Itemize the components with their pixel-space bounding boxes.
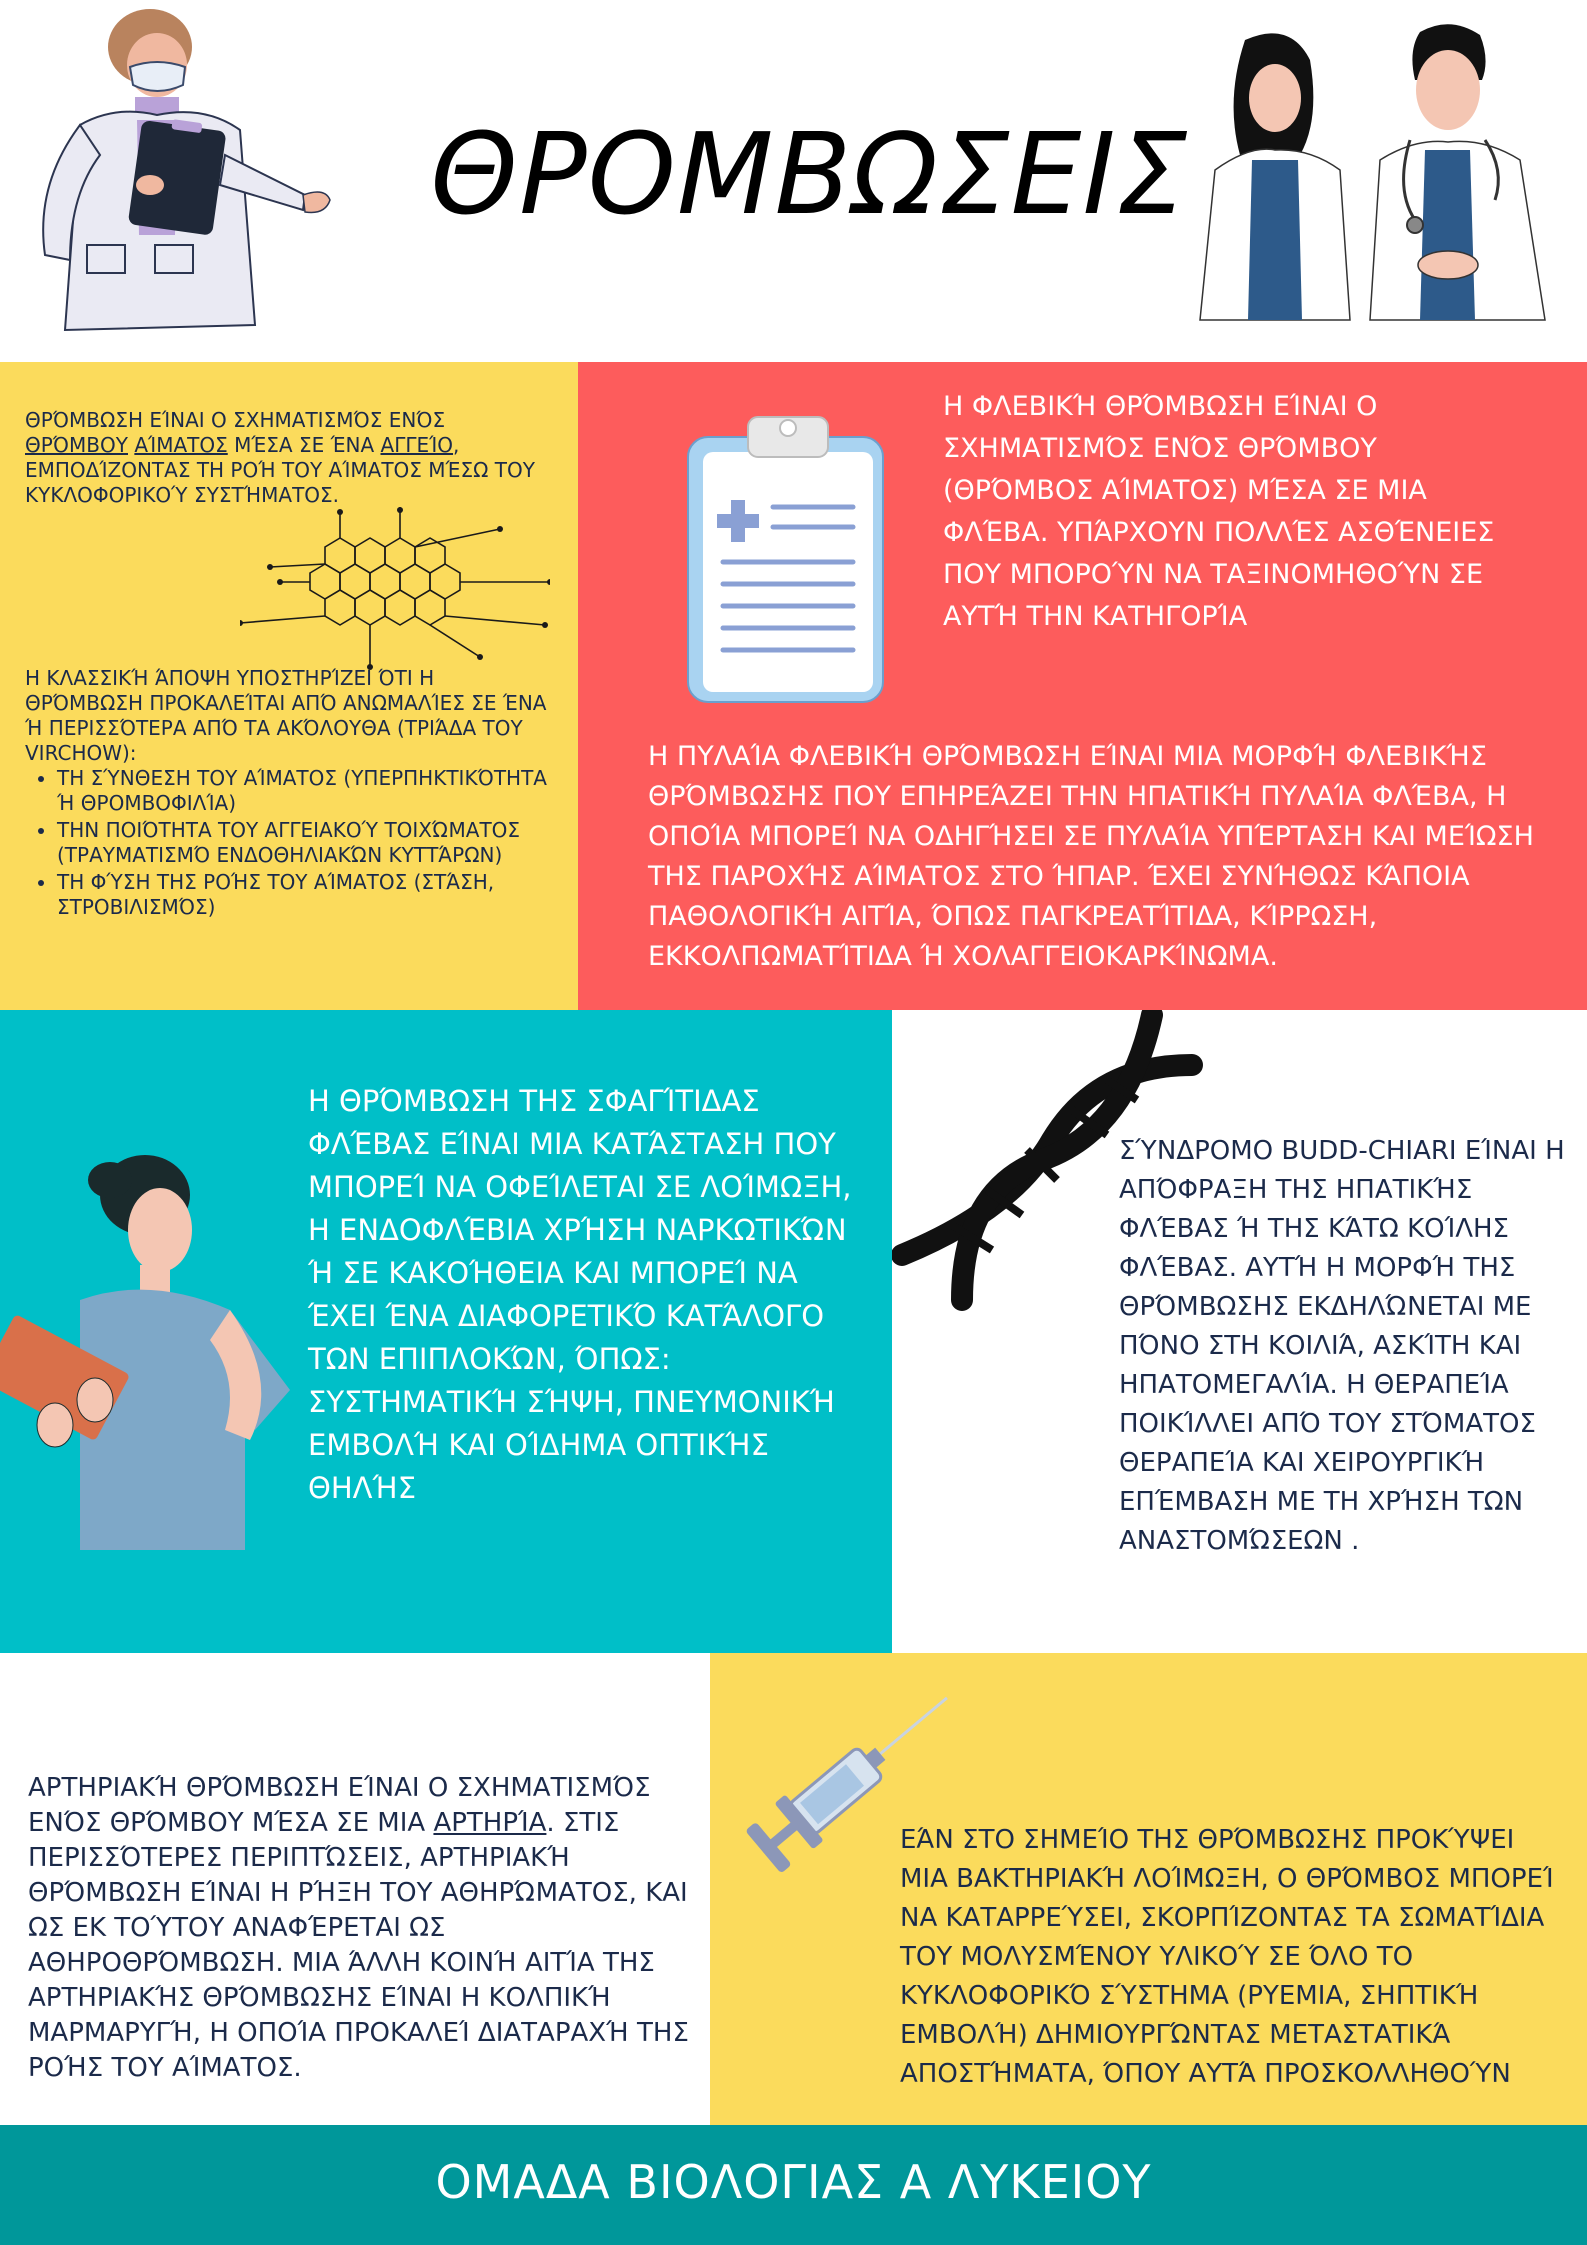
definition-part1: ΘΡΌΜΒΩΣΗ ΕΊΝΑΙ Ο ΣΧΗΜΑΤΙΣΜΌΣ ΕΝΌΣ	[25, 408, 446, 432]
footer	[0, 2125, 1587, 2245]
definition-part3: , ΕΜΠΟΔΊΖΟΝΤΑΣ ΤΗ ΡΟΉ ΤΟΥ ΑΊΜΑΤΟΣ ΜΈΣΩ ΤΟΥ ΚΥΚΛΟΦΟΡΙΚΟΎ ΣΥΣΤΉΜΑΤΟΣ.	[25, 433, 535, 507]
virchow-intro: Η ΚΛΑΣΣΙΚΉ ΆΠΟΨΗ ΥΠΟΣΤΗΡΊΖΕΙ ΌΤΙ Η ΘΡΌΜΒΩΣΗ ΠΡΟΚΑΛΕΊΤΑΙ ΑΠΌ ΑΝΩΜΑΛΊΕΣ ΣΕ ΈΝΑ Ή ΠΕΡΙΣΣΌΤΕΡΑ ΑΠΌ ΤΑ ΑΚΌΛΟΥΘΑ (ΤΡΙΆΔΑ ΤΟΥ VIRCHOW):	[25, 666, 547, 765]
definition-panel	[0, 362, 578, 1010]
vessel-link[interactable]: ΑΓΓΕΊΟ	[380, 433, 454, 457]
list-item: • ΤΗ ΦΎΣΗ ΤΗΣ ΡΟΉΣ ΤΟΥ ΑΊΜΑΤΟΣ (ΣΤΆΣΗ, ΣΤΡΟΒΙΛΙΣΜΌΣ)	[57, 870, 555, 920]
list-item: • ΤΗ ΣΎΝΘΕΣΗ ΤΟΥ ΑΊΜΑΤΟΣ (ΥΠΕΡΠΗΚΤΙΚΌΤΗΤΑ Ή ΘΡΟΜΒΟΦΙΛΊΑ)	[57, 766, 555, 816]
virchow-section	[25, 666, 555, 922]
header	[0, 0, 1587, 362]
footer-title: ΟΜΑΔΑ ΒΙΟΛΟΓΙΑΣ Α ΛΥΚΕΙΟΥ	[435, 2155, 1152, 2209]
hexagon-network-icon	[240, 507, 550, 672]
medical-clipboard-icon	[683, 412, 893, 707]
venous-text: Η ΦΛΕΒΙΚΉ ΘΡΌΜΒΩΣΗ ΕΊΝΑΙ Ο ΣΧΗΜΑΤΙΣΜΌΣ ΕΝΌΣ ΘΡΌΜΒΟΥ (ΘΡΌΜΒΟΣ ΑΊΜΑΤΟΣ) ΜΈΣΑ ΣΕ ΜΙΑ ΦΛΈΒΑ. ΥΠΆΡΧΟΥΝ ΠΟΛΛΈΣ ΑΣΘΈΝΕΙΕΣ ΠΟΥ ΜΠΟΡΟΎΝ ΝΑ ΤΑΞΙΝΟΜΗΘΟΎΝ ΣΕ ΑΥΤΉ ΤΗΝ ΚΑΤΗΓΟΡΊΑ	[943, 391, 1495, 632]
virchow-list	[25, 766, 555, 920]
two-doctors-icon	[1190, 20, 1570, 325]
thrombus-link[interactable]: ΘΡΌΜΒΟΥ	[25, 433, 128, 457]
nurse-with-tablet-icon	[0, 1150, 290, 1550]
list-item: • ΤΗΝ ΠΟΙΌΤΗΤΑ ΤΟΥ ΑΓΓΕΙΑΚΟΎ ΤΟΙΧΏΜΑΤΟΣ (ΤΡΑΥΜΑΤΙΣΜΌ ΕΝΔΟΘΗΛΙΑΚΏΝ ΚΥΤΤΆΡΩΝ)	[57, 818, 555, 868]
definition-part2: ΜΈΣΑ ΣΕ ΈΝΑ	[227, 433, 381, 457]
budd-chiari-text: ΣΎΝΔΡΟΜΟ BUDD-CHIARI ΕΊΝΑΙ Η ΑΠΌΦΡΑΞΗ ΤΗΣ ΗΠΑΤΙΚΉΣ ΦΛΈΒΑΣ Ή ΤΗΣ ΚΆΤΩ ΚΟΊΛΗΣ ΦΛΈΒΑΣ. ΑΥΤΉ Η ΜΟΡΦΉ ΤΗΣ ΘΡΌΜΒΩΣΗΣ ΕΚΔΗΛΏΝΕΤΑΙ ΜΕ ΠΌΝΟ ΣΤΗ ΚΟΙΛΙΆ, ΑΣΚΊΤΗ ΚΑΙ ΗΠΑΤΟΜΕΓΑΛΊΑ. Η ΘΕΡΑΠΕΊΑ ΠΟΙΚΊΛΛΕΙ ΑΠΌ ΤΟΥ ΣΤΌΜΑΤΟΣ ΘΕΡΑΠΕΊΑ ΚΑΙ ΧΕΙΡΟΥΡΓΙΚΉ ΕΠΈΜΒΑΣΗ ΜΕ ΤΗ ΧΡΉΣΗ ΤΩΝ ΑΝΑΣΤΟΜΏΣΕΩΝ .	[1119, 1136, 1565, 1556]
budd-chiari-panel	[892, 1010, 1587, 1653]
artery-link[interactable]: ΑΡΤΗΡΊΑ	[433, 1808, 547, 1838]
arterial-part1: ΑΡΤΗΡΙΑΚΉ ΘΡΌΜΒΩΣΗ ΕΊΝΑΙ Ο ΣΧΗΜΑΤΙΣΜΌΣ ΕΝΌΣ ΘΡΌΜΒΟΥ ΜΈΣΑ ΣΕ ΜΙΑ	[28, 1773, 651, 1838]
portal-text: Η ΠΥΛΑΊΑ ΦΛΕΒΙΚΉ ΘΡΌΜΒΩΣΗ ΕΊΝΑΙ ΜΙΑ ΜΟΡΦΉ ΦΛΕΒΙΚΉΣ ΘΡΌΜΒΩΣΗΣ ΠΟΥ ΕΠΗΡΕΆΖΕΙ ΤΗΝ ΗΠΑΤΙΚΉ ΠΥΛΑΊΑ ΦΛΈΒΑ, Η ΟΠΟΊΑ ΜΠΟΡΕΊ ΝΑ ΟΔΗΓΉΣΕΙ ΣΕ ΠΥΛΑΊΑ ΥΠΈΡΤΑΣΗ ΚΑΙ ΜΕΊΩΣΗ ΤΗΣ ΠΑΡΟΧΉΣ ΑΊΜΑΤΟΣ ΣΤΟ ΉΠΑΡ. ΈΧΕΙ ΣΥΝΉΘΩΣ ΚΆΠΟΙΑ ΠΑΘΟΛΟΓΙΚΉ ΑΙΤΊΑ, ΌΠΩΣ ΠΑΓΚΡΕΑΤΊΤΙΔΑ, ΚΊΡΡΩΣΗ, ΕΚΚΟΛΠΩΜΑΤΊΤΙΔΑ Ή ΧΟΛΑΓΓΕΙΟΚΑΡΚΊΝΩΜΑ.	[648, 741, 1534, 972]
jugular-panel	[0, 1010, 892, 1653]
blood-link[interactable]: ΑΊΜΑΤΟΣ	[134, 433, 228, 457]
venous-panel	[578, 362, 1587, 1010]
arterial-text	[28, 1771, 698, 2086]
definition-text	[25, 408, 545, 508]
jugular-text: Η ΘΡΌΜΒΩΣΗ ΤΗΣ ΣΦΑΓΊΤΙΔΑΣ ΦΛΈΒΑΣ ΕΊΝΑΙ ΜΙΑ ΚΑΤΆΣΤΑΣΗ ΠΟΥ ΜΠΟΡΕΊ ΝΑ ΟΦΕΊΛΕΤΑΙ ΣΕ ΛΟΊΜΩΞΗ, Η ΕΝΔΟΦΛΈΒΙΑ ΧΡΉΣΗ ΝΑΡΚΩΤΙΚΏΝ Ή ΣΕ ΚΑΚΟΉΘΕΙΑ ΚΑΙ ΜΠΟΡΕΊ ΝΑ ΈΧΕΙ ΈΝΑ ΔΙΑΦΟΡΕΤΙΚΌ ΚΑΤΆΛΟΓΟ ΤΩΝ ΕΠΙΠΛΟΚΏΝ, ΌΠΩΣ: ΣΥΣΤΗΜΑΤΙΚΉ ΣΉΨΗ, ΠΝΕΥΜΟΝΙΚΉ ΕΜΒΟΛΉ ΚΑΙ ΟΊΔΗΜΑ ΟΠΤΙΚΉΣ ΘΗΛΉΣ	[308, 1084, 852, 1505]
doctor-with-clipboard-icon	[25, 5, 335, 335]
infection-panel	[710, 1653, 1587, 2125]
arterial-part2: . ΣΤΙΣ ΠΕΡΙΣΣΌΤΕΡΕΣ ΠΕΡΙΠΤΏΣΕΙΣ, ΑΡΤΗΡΙΑΚΉ ΘΡΌΜΒΩΣΗ ΕΊΝΑΙ Η ΡΉΞΗ ΤΟΥ ΑΘΗΡΏΜΑΤΟΣ, ΚΑΙ ΩΣ ΕΚ ΤΟΎΤΟΥ ΑΝΑΦΈΡΕΤΑΙ ΩΣ ΑΘΗΡΟΘΡΌΜΒΩΣΗ. ΜΙΑ ΆΛΛΗ ΚΟΙΝΉ ΑΙΤΊΑ ΤΗΣ ΑΡΤΗΡΙΑΚΉΣ ΘΡΌΜΒΩΣΗΣ ΕΊΝΑΙ Η ΚΟΛΠΙΚΉ ΜΑΡΜΑΡΥΓΉ, Η ΟΠΟΊΑ ΠΡΟΚΑΛΕΊ ΔΙΑΤΑΡΑΧΉ ΤΗΣ ΡΟΉΣ ΤΟΥ ΑΊΜΑΤΟΣ.	[28, 1808, 689, 2083]
page-title: ΘΡΟΜΒΩΣΕΙΣ	[430, 110, 1189, 240]
infection-text: ΕΆΝ ΣΤΟ ΣΗΜΕΊΟ ΤΗΣ ΘΡΌΜΒΩΣΗΣ ΠΡΟΚΎΨΕΙ ΜΙΑ ΒΑΚΤΗΡΙΑΚΉ ΛΟΊΜΩΞΗ, Ο ΘΡΌΜΒΟΣ ΜΠΟΡΕΊ ΝΑ ΚΑΤΑΡΡΕΎΣΕΙ, ΣΚΟΡΠΊΖΟΝΤΑΣ ΤΑ ΣΩΜΑΤΊΔΙΑ ΤΟΥ ΜΟΛΥΣΜΈΝΟΥ ΥΛΙΚΟΎ ΣΕ ΌΛΟ ΤΟ ΚΥΚΛΟΦΟΡΙΚΌ ΣΎΣΤΗΜΑ (ΡΥΕΜΙΑ, ΣΗΠΤΙΚΉ ΕΜΒΟΛΉ) ΔΗΜΙΟΥΡΓΏΝΤΑΣ ΜΕΤΑΣΤΑΤΙΚΆ ΑΠΟΣΤΉΜΑΤΑ, ΌΠΟΥ ΑΥΤΆ ΠΡΟΣΚΟΛΛΗΘΟΎΝ	[900, 1825, 1554, 2089]
arterial-panel	[0, 1653, 710, 2125]
